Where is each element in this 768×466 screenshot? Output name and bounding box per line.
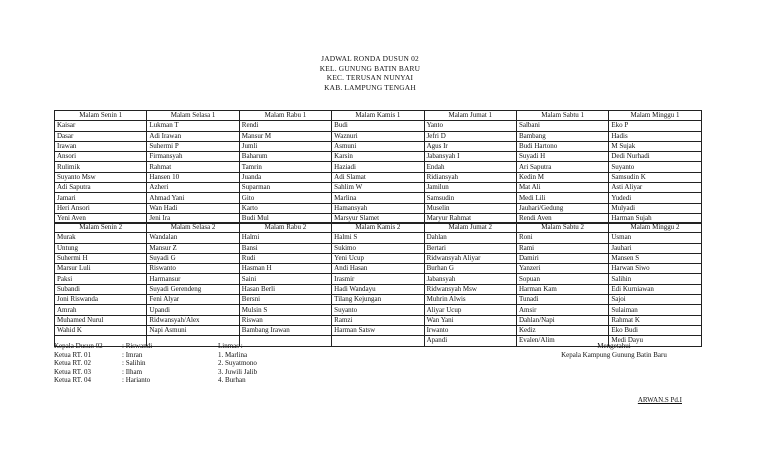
guard-name-cell: Ridiansyah (424, 172, 516, 182)
guard-name-cell: Dasar (55, 131, 147, 141)
guard-name-cell: Apandi (424, 336, 516, 346)
guard-name-cell: Rendi (239, 121, 331, 131)
day-header: Malam Kamis 2 (332, 223, 424, 233)
document-header (270, 54, 470, 92)
linmas-member: 4. Burhan (218, 376, 246, 385)
guard-name-cell: Feni Alyar (147, 295, 239, 305)
table-row (55, 193, 702, 203)
table-row (55, 172, 702, 182)
linmas-member: 1. Marlina (218, 350, 248, 359)
guard-name-cell: Harman Sujah (609, 213, 701, 223)
guard-name-cell: Eko Budi (609, 325, 701, 335)
table-row (55, 315, 702, 325)
guard-name-cell: Suyadi H (516, 152, 608, 162)
guard-name-cell: Ari Saputra (516, 162, 608, 172)
guard-name-cell: Hansen 10 (147, 172, 239, 182)
guard-name-cell: Tamrin (239, 162, 331, 172)
guard-name-cell: Hasan Berli (239, 284, 331, 294)
guard-name-cell: Evalen/Alim (516, 336, 608, 346)
table-row (55, 274, 702, 284)
guard-name-cell: Joni Riswanda (55, 295, 147, 305)
guard-name-cell: Ramzi (332, 315, 424, 325)
official-name: : Ilham (122, 367, 143, 376)
table-row (55, 152, 702, 162)
guard-name-cell: Marsur Luli (55, 264, 147, 274)
guard-name-cell: Suyadi G (147, 253, 239, 263)
guard-name-cell: Karto (239, 203, 331, 213)
official-name: : Salihin (122, 359, 146, 368)
official-title: Kepala Dusun 02 (54, 342, 103, 350)
day-header: Malam Rabu 2 (239, 223, 331, 233)
day-header: Malam Senin 2 (55, 223, 147, 233)
guard-name-cell: Wandalan (147, 233, 239, 243)
guard-name-cell: Muhrin Alwis (424, 295, 516, 305)
guard-name-cell: Suhermi H (55, 253, 147, 263)
guard-name-cell: Ridwansyah Msw (424, 284, 516, 294)
official-name: : Imran (122, 350, 143, 359)
guard-name-cell: Mansen S (609, 253, 701, 263)
guard-name-cell: Yudedi (609, 193, 701, 203)
guard-name-cell: Asmuni (332, 141, 424, 151)
official-row (54, 342, 152, 351)
day-header: Malam Sabtu 2 (516, 223, 608, 233)
guard-name-cell: Sopuan (516, 274, 608, 284)
official-title: Ketua RT. 02 (54, 359, 91, 368)
guard-name-cell: Jabansyah I (424, 152, 516, 162)
guard-name-cell: Medi Dayu (609, 336, 701, 346)
official-row (54, 376, 152, 385)
table-row (55, 264, 702, 274)
guard-name-cell: Waznuri (332, 131, 424, 141)
guard-name-cell: Usman (609, 233, 701, 243)
guard-name-cell: Yeni Aven (55, 213, 147, 223)
guard-name-cell: Irasmir (332, 274, 424, 284)
guard-name-cell: Upandi (147, 305, 239, 315)
guard-name-cell: Tunadi (516, 295, 608, 305)
table-row (55, 121, 702, 131)
guard-name-cell: Maryur Rahmat (424, 213, 516, 223)
guard-name-cell: Muselin (424, 203, 516, 213)
header-village: KEL. GUNUNG BATIN BARU (319, 63, 421, 73)
guard-name-cell: Adi Slamat (332, 172, 424, 182)
guard-name-cell: Harman Kam (516, 284, 608, 294)
guard-name-cell: Juanda (239, 172, 331, 182)
header-regency: KAB. LAMPUNG TENGAH (324, 82, 416, 92)
guard-name-cell: Kediz (516, 325, 608, 335)
table-row (55, 325, 702, 335)
guard-name-cell: Sahlim W (332, 183, 424, 193)
guard-name-cell: Bansi (239, 243, 331, 253)
guard-name-cell: Suparman (239, 183, 331, 193)
day-header: Malam Rabu 1 (239, 111, 331, 121)
header-district: KEC. TERUSAN NUNYAI (326, 73, 414, 83)
day-header: Malam Sabtu 1 (516, 111, 608, 121)
guard-name-cell: Yeni Ucup (332, 253, 424, 263)
guard-name-cell: Dahlan (424, 233, 516, 243)
guard-name-cell: Tilang Kejungan (332, 295, 424, 305)
guard-name-cell: Suyanto Msw (55, 172, 147, 182)
approval-label: Mengetahui (597, 342, 631, 350)
schedule-header-row (55, 223, 702, 233)
guard-name-cell: Bertari (424, 243, 516, 253)
official-title: Ketua RT. 03 (54, 367, 91, 376)
guard-name-cell: Hadis (609, 131, 701, 141)
guard-name-cell: Rahmat (147, 162, 239, 172)
guard-name-cell: Budi (332, 121, 424, 131)
guard-name-cell: Ridwansyah Aliyar (424, 253, 516, 263)
guard-name-cell: Riswanto (147, 264, 239, 274)
guard-name-cell: Muhamed Nurul (55, 315, 147, 325)
guard-name-cell: Halmi (239, 233, 331, 243)
day-header: Malam Minggu 2 (609, 223, 701, 233)
guard-name-cell: Jauhari/Gedung (516, 203, 608, 213)
guard-name-cell: Mansur Z (147, 243, 239, 253)
guard-name-cell: Heri Ansori (55, 203, 147, 213)
day-header: Malam Senin 1 (55, 111, 147, 121)
table-row (55, 162, 702, 172)
guard-name-cell: Napi Asmuni (147, 325, 239, 335)
official-row (54, 359, 152, 368)
guard-name-cell: Medi Lili (516, 193, 608, 203)
guard-name-cell: Suyanto (332, 305, 424, 315)
guard-name-cell: M Sujak (609, 141, 701, 151)
guard-name-cell: Adi Irawan (147, 131, 239, 141)
table-row (55, 305, 702, 315)
table-row (55, 243, 702, 253)
table-row (55, 284, 702, 294)
guard-name-cell: Jauhari (609, 243, 701, 253)
guard-name-cell: Kaisar (55, 121, 147, 131)
linmas-title: Linmas : (218, 342, 243, 350)
guard-name-cell: Jumli (239, 141, 331, 151)
guard-name-cell: Saini (239, 274, 331, 284)
schedule-table-week-1 (54, 110, 702, 224)
guard-name-cell: Hasman H (239, 264, 331, 274)
signature-space (546, 359, 682, 396)
guard-name-cell: Harmansur (147, 274, 239, 284)
guard-name-cell: Paksi (55, 274, 147, 284)
approval-position: Kepala Kampung Gunung Batin Baru (561, 350, 667, 359)
guard-name-cell: Lukman T (147, 121, 239, 131)
guard-name-cell: Bersni (239, 295, 331, 305)
header-title: JADWAL RONDA DUSUN 02 (321, 54, 419, 63)
official-title: Ketua RT. 04 (54, 376, 91, 385)
linmas-member: 3. Juwili Jalib (218, 367, 258, 376)
guard-name-cell: Karsin (332, 152, 424, 162)
guard-name-cell: Roni (516, 233, 608, 243)
guard-name-cell: Halmi S (332, 233, 424, 243)
guard-name-cell: Endah (424, 162, 516, 172)
guard-name-cell: Agus Ir (424, 141, 516, 151)
guard-name-cell: Samsudin K (609, 172, 701, 182)
table-row (55, 233, 702, 243)
linmas-list (218, 342, 257, 385)
guard-name-cell: Irwanto (424, 325, 516, 335)
guard-name-cell: Mansur M (239, 131, 331, 141)
official-name: : Riswandi (122, 342, 153, 350)
day-header: Malam Kamis 1 (332, 111, 424, 121)
guard-name-cell: Suhermi P (147, 141, 239, 151)
guard-name-cell: Rulimik (55, 162, 147, 172)
guard-name-cell: Bambang (516, 131, 608, 141)
guard-name-cell: Riswan (239, 315, 331, 325)
table-row (55, 141, 702, 151)
guard-name-cell: Jamilun (424, 183, 516, 193)
table-row (55, 295, 702, 305)
guard-name-cell: Jabansyah (424, 274, 516, 284)
table-row (55, 131, 702, 141)
day-header: Malam Minggu 1 (609, 111, 701, 121)
guard-name-cell: Burhan G (424, 264, 516, 274)
guard-name-cell: Bambang Irawan (239, 325, 331, 335)
official-title: Ketua RT. 01 (54, 350, 91, 359)
guard-name-cell: Amsir (516, 305, 608, 315)
guard-name-cell: Harman Satsw (332, 325, 424, 335)
guard-name-cell: Damiri (516, 253, 608, 263)
guard-name-cell: Mat Ali (516, 183, 608, 193)
guard-name-cell: Mulyadi (609, 203, 701, 213)
guard-name-cell: Dedi Nurhadi (609, 152, 701, 162)
table-row (55, 203, 702, 213)
guard-name-cell: Ridwansyah/Alex (147, 315, 239, 325)
guard-name-cell: Murak (55, 233, 147, 243)
guard-name-cell: Eko P (609, 121, 701, 131)
day-header: Malam Jumat 1 (424, 111, 516, 121)
guard-name-cell: Sulaiman (609, 305, 701, 315)
guard-name-cell: Marsyur Slamet (332, 213, 424, 223)
guard-name-cell: Budi Hartono (516, 141, 608, 151)
guard-name-cell: Wahid K (55, 325, 147, 335)
official-row (54, 351, 152, 360)
table-row (55, 183, 702, 193)
day-header: Malam Selasa 1 (147, 111, 239, 121)
day-header: Malam Jumat 2 (424, 223, 516, 233)
guard-name-cell: Firmansyah (147, 152, 239, 162)
guard-name-cell (332, 336, 424, 346)
schedule-table-week-2 (54, 222, 702, 347)
guard-name-cell: Harwan Siwo (609, 264, 701, 274)
guard-name-cell: Rendi Aven (516, 213, 608, 223)
guard-name-cell: Azheri (147, 183, 239, 193)
linmas-member: 2. Suyatmono (218, 359, 257, 368)
guard-name-cell: Amrah (55, 305, 147, 315)
guard-name-cell: Aliyar Ucup (424, 305, 516, 315)
guard-name-cell: Salbani (516, 121, 608, 131)
guard-name-cell: Suyadi Gerendeng (147, 284, 239, 294)
guard-name-cell: Hamansyah (332, 203, 424, 213)
guard-name-cell: Rahmat K (609, 315, 701, 325)
approval-signer: ARWAN.S Pd.I (637, 396, 682, 405)
guard-name-cell: Asti Aliyar (609, 183, 701, 193)
guard-name-cell: Haziadi (332, 162, 424, 172)
guard-name-cell: Wan Hadi (147, 203, 239, 213)
guard-name-cell: Samsudin (424, 193, 516, 203)
guard-name-cell: Dahlan/Napi (516, 315, 608, 325)
guard-name-cell: Irawan (55, 141, 147, 151)
official-row (54, 368, 152, 377)
guard-name-cell: Hadi Wandayu (332, 284, 424, 294)
guard-name-cell: Kedin M (516, 172, 608, 182)
guard-name-cell: Ansori (55, 152, 147, 162)
table-row (55, 253, 702, 263)
guard-name-cell: Ahmad Yani (147, 193, 239, 203)
officials-list (54, 342, 152, 385)
approval-block (546, 342, 682, 405)
guard-name-cell: Jefri D (424, 131, 516, 141)
guard-name-cell: Rudi (239, 253, 331, 263)
guard-name-cell: Subandi (55, 284, 147, 294)
schedule-header-row (55, 111, 702, 121)
guard-name-cell: Sajoi (609, 295, 701, 305)
guard-name-cell: Gito (239, 193, 331, 203)
official-name: : Harianto (122, 376, 151, 385)
guard-name-cell: Yanzeri (516, 264, 608, 274)
guard-name-cell: Untung (55, 243, 147, 253)
guard-name-cell: Jamari (55, 193, 147, 203)
guard-name-cell: Jeni Ira (147, 213, 239, 223)
guard-name-cell: Marlina (332, 193, 424, 203)
guard-name-cell: Suyanto (609, 162, 701, 172)
guard-name-cell: Baharum (239, 152, 331, 162)
guard-name-cell: Andi Hasan (332, 264, 424, 274)
guard-name-cell: Edi Kurniawan (609, 284, 701, 294)
day-header: Malam Selasa 2 (147, 223, 239, 233)
guard-name-cell: Adi Saputra (55, 183, 147, 193)
guard-name-cell: Sukimo (332, 243, 424, 253)
guard-name-cell: Wan Yani (424, 315, 516, 325)
guard-name-cell: Mulsin S (239, 305, 331, 315)
guard-name-cell: Yanto (424, 121, 516, 131)
guard-name-cell: Rami (516, 243, 608, 253)
guard-name-cell: Salihin (609, 274, 701, 284)
guard-name-cell: Budi Mul (239, 213, 331, 223)
